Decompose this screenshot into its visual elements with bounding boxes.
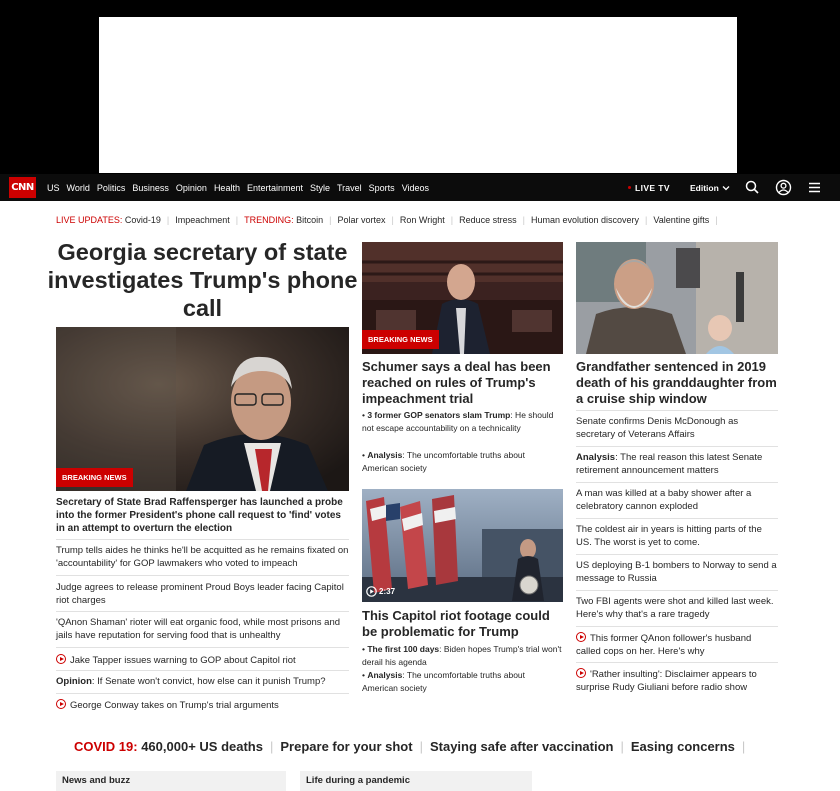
nav-bar [0, 174, 840, 201]
divider [56, 647, 349, 648]
schumer-bullet-2[interactable]: • Analysis: The uncomfortable truths about American society [362, 450, 526, 473]
nav-link-politics[interactable]: Politics [96, 182, 126, 193]
divider [576, 410, 778, 411]
play-icon [576, 632, 586, 642]
divider [56, 611, 349, 612]
right-story-7-text: This former QAnon follower's husband called cops on her. Here's why [576, 633, 752, 657]
covid-bar: COVID 19: 460,000+ US deaths | Prepare for your shot | Staying safe after vaccination | Easing concerns | [74, 739, 746, 754]
nav-link-us[interactable]: US [47, 182, 60, 193]
divider [576, 626, 778, 627]
lead-story-4-text: Jake Tapper issues warning to GOP about Capitol riot [70, 655, 296, 666]
analysis-prefix: Analysis [576, 452, 616, 463]
lead-story-2[interactable]: Judge agrees to release prominent Proud Boys leader facing Capitol riot charges [56, 582, 344, 606]
nav-link-videos[interactable]: Videos [401, 182, 430, 193]
nav-link-style[interactable]: Style [309, 182, 330, 193]
divider [576, 662, 778, 663]
opinion-prefix: Opinion [56, 676, 92, 687]
lead-story-5[interactable] [56, 676, 349, 689]
trend-link-polar-vortex[interactable]: Polar vortex [337, 215, 386, 225]
covid-label: COVID 19: [74, 739, 138, 754]
nav-link-opinion[interactable]: Opinion [175, 182, 207, 193]
lead-story-6[interactable] [56, 699, 349, 713]
trend-link-covid[interactable]: Covid-19 [124, 215, 161, 225]
play-icon [56, 699, 66, 709]
right-story-3[interactable]: A man was killed at a baby shower after a celebratory cannon exploded [576, 488, 752, 512]
divider [56, 575, 349, 576]
edition-menu[interactable] [690, 174, 730, 201]
nav-link-health[interactable]: Health [213, 182, 240, 193]
lead-photo-image [56, 327, 349, 491]
nav-link-sports[interactable]: Sports [368, 182, 395, 193]
divider [576, 482, 778, 483]
breaking-news-badge: BREAKING NEWS [56, 468, 133, 487]
right-story-6[interactable]: Two FBI agents were shot and killed last week. Here's why that's a rare tragedy [576, 596, 774, 620]
play-icon [56, 654, 66, 664]
cnn-logo[interactable]: CNN [9, 177, 36, 198]
right-story-4[interactable]: The coldest air in years is hitting parts of the US. The worst is yet to come. [576, 524, 762, 548]
schumer-headline[interactable]: Schumer says a deal has been reached on rules of Trump's impeachment trial [362, 359, 551, 406]
grandfather-headline[interactable]: Grandfather sentenced in 2019 death of his granddaughter from a cruise ship window [576, 359, 777, 406]
trend-link-impeachment[interactable]: Impeachment [175, 215, 230, 225]
bullet-text: : The uncomfortable truths about American society [362, 670, 526, 693]
lead-photo[interactable] [56, 327, 349, 491]
right-story-8[interactable] [576, 668, 778, 694]
live-dot-icon [628, 186, 631, 189]
covid-link-prepare[interactable]: Prepare for your shot [280, 739, 413, 754]
edition-label: Edition [690, 182, 719, 193]
search-icon[interactable] [744, 179, 761, 196]
right-story-7[interactable] [576, 632, 778, 658]
live-updates-label: LIVE UPDATES: [56, 215, 123, 225]
trending-label: TRENDING: [244, 215, 294, 225]
bullet-bold: Analysis [367, 450, 403, 460]
covid-link-deaths[interactable]: 460,000+ US deaths [141, 739, 263, 754]
video-duration [366, 586, 395, 597]
bullet-text: : He should not escape accountability on a technicality [362, 410, 554, 433]
chevron-down-icon [722, 184, 730, 192]
bullet-text: : Biden hopes Trump's trial won't derail his agenda [362, 644, 562, 667]
live-tv-link[interactable] [628, 174, 670, 201]
lead-summary[interactable]: Secretary of State Brad Raffensperger has launched a probe into the former President's phone call request to 'find' votes in an attempt to overturn the election [56, 497, 343, 534]
nav-links [47, 174, 429, 201]
play-icon [366, 586, 377, 597]
lead-story-6-text: George Conway takes on Trump's trial arguments [70, 700, 279, 711]
lead-story-3[interactable]: 'QAnon Shaman' rioter will eat organic food, while most prisons and jails have reputation for serving food that is unhealthy [56, 617, 341, 641]
trend-link-valentine-gifts[interactable]: Valentine gifts [653, 215, 710, 225]
video-duration-text: 2:37 [379, 587, 396, 596]
trend-link-human-evolution[interactable]: Human evolution discovery [530, 215, 640, 225]
capitol-bullet-2[interactable]: • Analysis: The uncomfortable truths about American society [362, 670, 526, 693]
grandfather-photo[interactable] [576, 242, 778, 354]
right-story-5[interactable]: US deploying B-1 bombers to Norway to send a message to Russia [576, 560, 777, 584]
right-story-8-text: 'Rather insulting': Disclaimer appears to surprise Rudy Giuliani before radio show [576, 669, 757, 693]
covid-link-easing[interactable]: Easing concerns [630, 739, 735, 754]
schumer-photo[interactable] [362, 242, 563, 354]
divider [56, 539, 349, 540]
trending-bar: LIVE UPDATES: Covid-19 | Impeachment | TRENDING: Bitcoin | Polar vortex | Ron Wright | Reduce stress | Human evolution discovery | Valentine gifts | [56, 215, 718, 225]
breaking-news-badge: BREAKING NEWS [362, 330, 439, 349]
section-life-during-pandemic[interactable]: Life during a pandemic [300, 771, 532, 791]
capitol-riot-video[interactable] [362, 489, 563, 602]
bullet-bold: Analysis [367, 670, 403, 680]
divider [576, 518, 778, 519]
bullet-text: : The uncomfortable truths about American society [362, 450, 526, 473]
account-icon[interactable] [775, 179, 792, 196]
divider [576, 446, 778, 447]
bullet-bold: The first 100 days [367, 644, 440, 654]
trend-link-bitcoin[interactable]: Bitcoin [296, 215, 324, 225]
live-tv-label: LIVE TV [635, 182, 670, 193]
bullet-bold: 3 former GOP senators slam Trump [367, 410, 511, 420]
nav-link-business[interactable]: Business [132, 182, 169, 193]
right-story-2-text: : The real reason this latest Senate retirement announcement matters [576, 452, 763, 476]
section-news-and-buzz[interactable]: News and buzz [56, 771, 286, 791]
ad-slot [99, 17, 737, 173]
nav-link-world[interactable]: World [66, 182, 90, 193]
divider [56, 693, 349, 694]
divider [576, 590, 778, 591]
trend-link-ron-wright[interactable]: Ron Wright [399, 215, 445, 225]
schumer-bullet-1[interactable]: • 3 former GOP senators slam Trump: He should not escape accountability on a technicality [362, 410, 554, 433]
trend-link-reduce-stress[interactable]: Reduce stress [459, 215, 517, 225]
covid-link-staying-safe[interactable]: Staying safe after vaccination [429, 739, 614, 754]
lead-story-4[interactable] [56, 654, 349, 668]
lead-headline[interactable]: Georgia secretary of state investigates Trump's phone call [47, 239, 358, 321]
capitol-bullet-1[interactable]: • The first 100 days: Biden hopes Trump's trial won't derail his agenda [362, 644, 562, 667]
lead-story-5-text: : If Senate won't convict, how else can it punish Trump? [91, 676, 326, 687]
nav-link-travel[interactable]: Travel [337, 182, 362, 193]
right-story-1[interactable]: Senate confirms Denis McDonough as secretary of Veterans Affairs [576, 416, 739, 440]
menu-icon[interactable] [806, 179, 823, 196]
capitol-riot-headline[interactable]: This Capitol riot footage could be problematic for Trump [362, 608, 550, 639]
divider [56, 670, 349, 671]
grandfather-photo-image [576, 242, 778, 354]
ad-band [0, 0, 840, 174]
right-story-2[interactable] [576, 452, 778, 477]
nav-link-entertainment[interactable]: Entertainment [246, 182, 303, 193]
lead-story-1[interactable]: Trump tells aides he thinks he'll be acquitted as he remains fixated on 'accountability' for GOP lawmakers who voted to impeach [56, 545, 349, 569]
play-icon [576, 668, 586, 678]
divider [576, 554, 778, 555]
